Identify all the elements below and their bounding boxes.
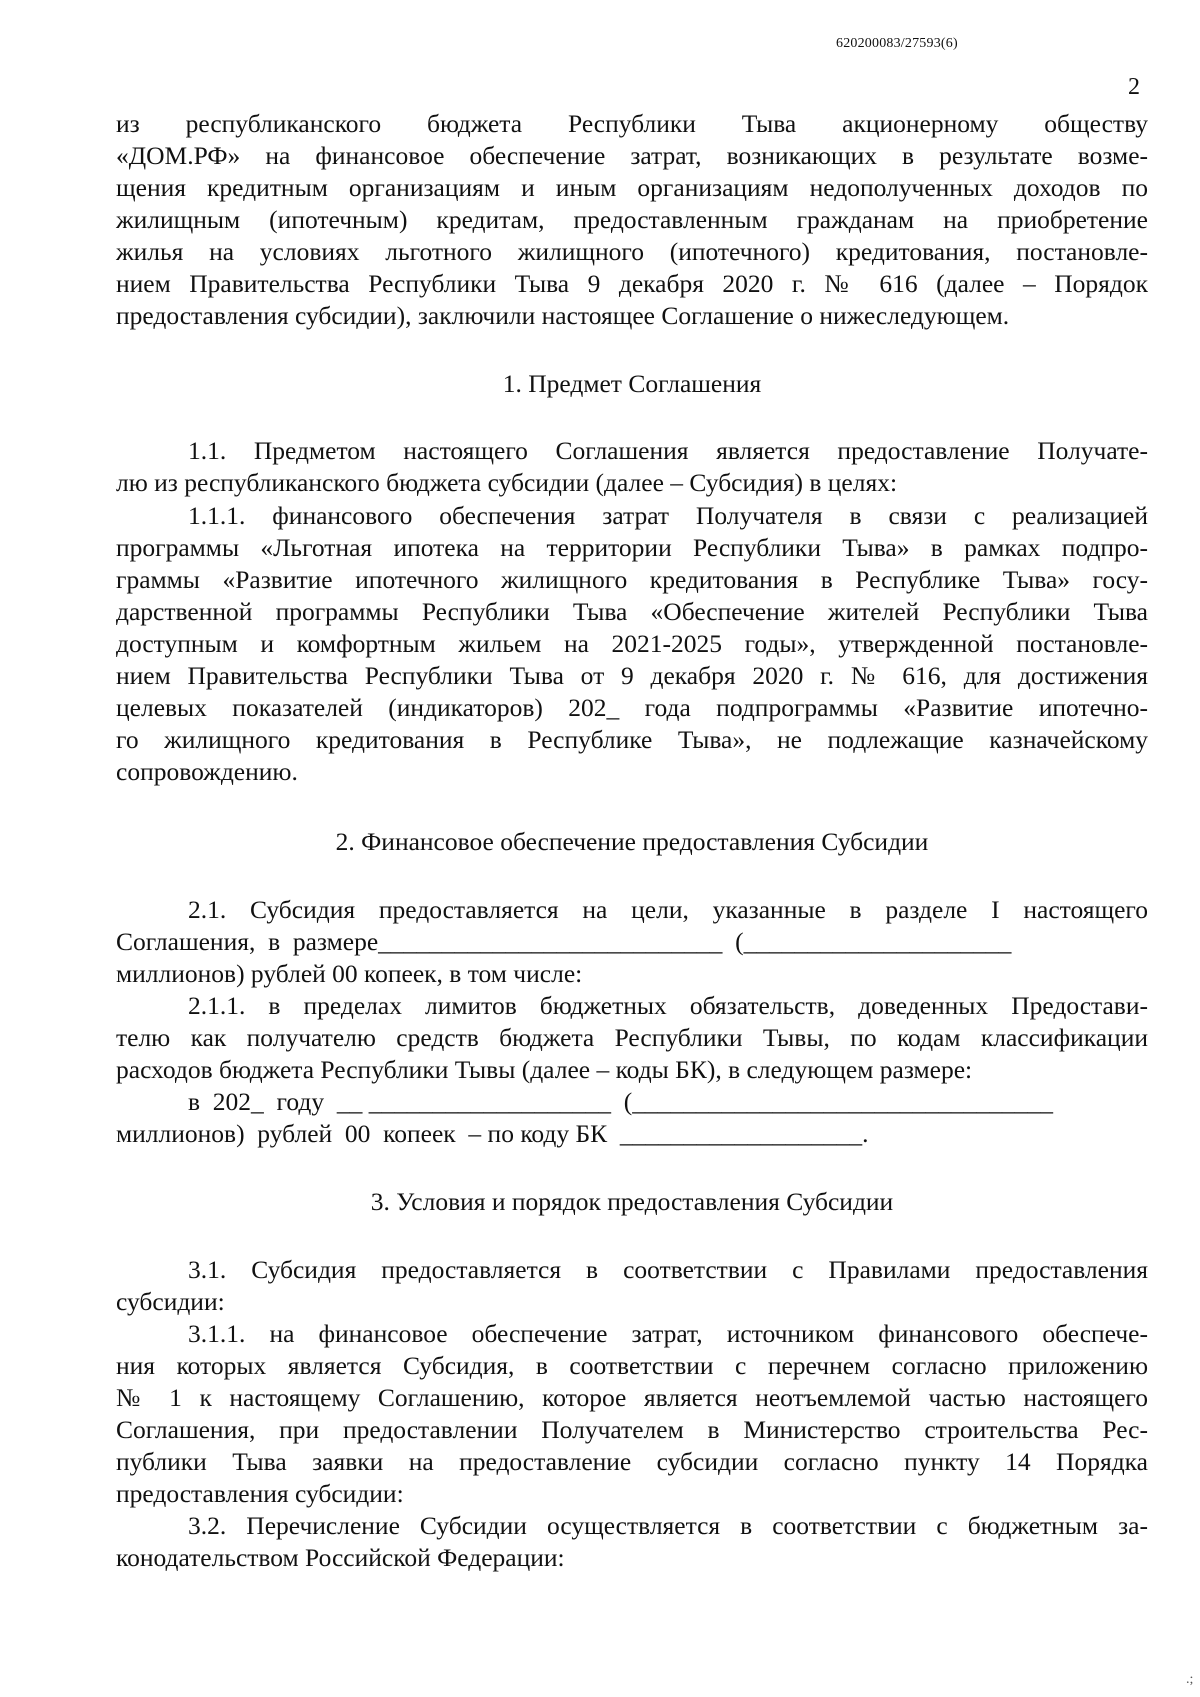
paragraph-line: 1.1.1. финансового обеспечения затрат Получателя в связи с реализацией (188, 501, 1148, 530)
intro-line: щения кредитным организациям и иным организациям недополученных доходов по (116, 173, 1148, 202)
paragraph-line: лю из республиканского бюджета субсидии (далее – Субсидия) в целях: (116, 468, 898, 497)
paragraph-line: расходов бюджета Республики Тывы (далее – коды БК), в следующем размере: (116, 1055, 973, 1084)
paragraph-line: Соглашения, при предоставлении Получателем в Министерство строительства Рес- (116, 1415, 1148, 1444)
intro-line: жилищным (ипотечным) кредитам, предоставленным гражданам на приобретение (116, 205, 1148, 234)
intro-line: «ДОМ.РФ» на финансовое обеспечение затрат, возникающих в результате возме- (116, 141, 1148, 170)
paragraph-line: миллионов) рублей 00 копеек, в том числе: (116, 959, 583, 988)
paragraph-line: 3.2. Перечисление Субсидии осуществляется в соответствии с бюджетным за- (188, 1511, 1148, 1540)
paragraph-line: го жилищного кредитования в Республике Тыва», не подлежащие казначейскому (116, 725, 1148, 754)
paragraph-line: доступным и комфортным жильем на 2021-2025 годы», утвержденной постановле- (116, 629, 1148, 658)
section-heading: 1. Предмет Соглашения (502, 369, 762, 398)
intro-line: жилья на условиях льготного жилищного (ипотечного) кредитования, постановле- (116, 237, 1148, 266)
paragraph-line: предоставления субсидии: (116, 1479, 404, 1508)
paragraph-line: телю как получателю средств бюджета Республики Тывы, по кодам классификации (116, 1023, 1148, 1052)
paragraph-line: 2.1. Субсидия предоставляется на цели, указанные в разделе I настоящего (188, 895, 1148, 924)
paragraph-line: публики Тыва заявки на предоставление субсидии согласно пункту 14 Порядка (116, 1447, 1148, 1476)
paragraph-line: 3.1. Субсидия предоставляется в соответствии с Правилами предоставления (188, 1255, 1148, 1284)
paragraph-line: Соглашения, в размере___________________________ (_____________________ (116, 927, 1012, 956)
document-number: 620200083/27593(6) (836, 36, 958, 51)
intro-line: нием Правительства Республики Тыва 9 декабря 2020 г. № 616 (далее – Порядок (116, 269, 1148, 298)
paragraph-line: целевых показателей (индикаторов) 202_ года подпрограммы «Развитие ипотечно- (116, 693, 1148, 722)
section-heading: 2. Финансовое обеспечение предоставления Субсидии (335, 827, 929, 856)
paragraph-line: 1.1. Предметом настоящего Соглашения является предоставление Получате- (188, 436, 1148, 465)
intro-line: из республиканского бюджета Республики Тыва акционерному обществу (116, 109, 1148, 138)
paragraph-line: в 202_ году __ ___________________ (_________________________________ (188, 1087, 1053, 1116)
paragraph-line: 2.1.1. в пределах лимитов бюджетных обязательств, доведенных Предостави- (188, 991, 1148, 1020)
paragraph-line: конодательством Российской Федерации: (116, 1543, 565, 1572)
paragraph-line: субсидии: (116, 1287, 225, 1316)
paragraph-line: дарственной программы Республики Тыва «Обеспечение жителей Республики Тыва (116, 597, 1148, 626)
intro-line: предоставления субсидии), заключили настоящее Соглашение о нижеследующем. (116, 301, 1010, 330)
scan-mark: .; (1186, 1672, 1194, 1687)
paragraph-line: сопровождению. (116, 757, 298, 786)
page-number: 2 (1128, 74, 1140, 100)
section-heading: 3. Условия и порядок предоставления Субсидии (370, 1187, 894, 1216)
paragraph-line: граммы «Развитие ипотечного жилищного кредитования в Республике Тыва» госу- (116, 565, 1148, 594)
paragraph-line: программы «Льготная ипотека на территории Республики Тыва» в рамках подпро- (116, 533, 1148, 562)
paragraph-line: миллионов) рублей 00 копеек – по коду БК ___________________. (116, 1119, 869, 1148)
paragraph-line: 3.1.1. на финансовое обеспечение затрат, источником финансового обеспече- (188, 1319, 1148, 1348)
paragraph-line: ния которых является Субсидия, в соответствии с перечнем согласно приложению (116, 1351, 1148, 1380)
paragraph-line: нием Правительства Республики Тыва от 9 декабря 2020 г. № 616, для достижения (116, 661, 1148, 690)
paragraph-line: № 1 к настоящему Соглашению, которое является неотъемлемой частью настоящего (116, 1383, 1148, 1412)
